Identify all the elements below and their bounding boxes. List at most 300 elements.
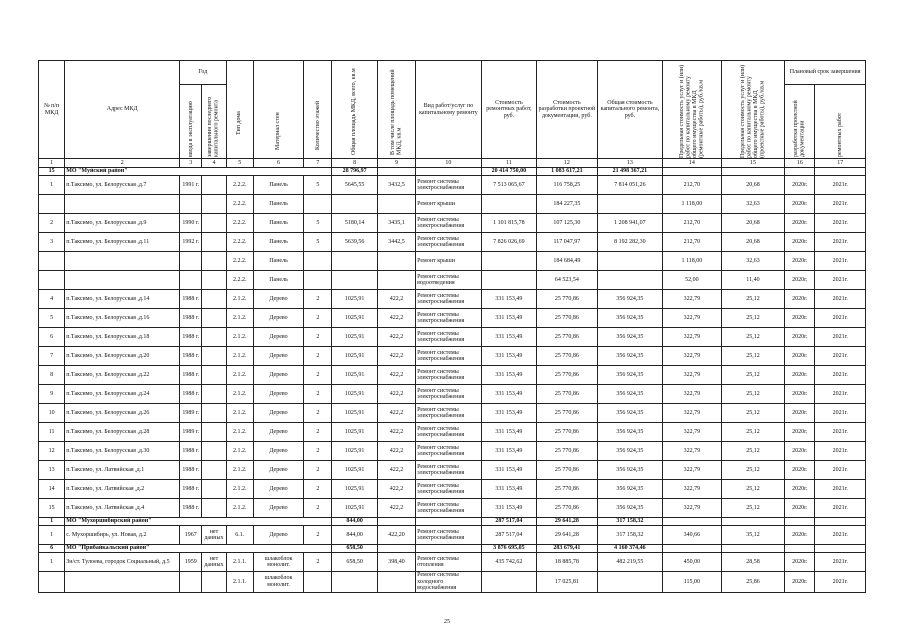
total-area: 5180,14: [332, 214, 377, 233]
max-cost-repair: 322,79: [663, 423, 721, 442]
column-number: 10: [416, 159, 482, 168]
table-row: [39, 423, 866, 442]
house-type: 2.2.2.: [226, 214, 253, 233]
design-cost: 25 770,86: [537, 347, 598, 366]
floors: 2: [304, 309, 332, 328]
empty-cell: [663, 168, 721, 176]
total-area: 1025,91: [332, 480, 377, 499]
header-no: № п/п МКД: [39, 61, 65, 159]
header-wall-material: Материал стен: [253, 61, 303, 159]
max-cost-design: 25,12: [721, 309, 785, 328]
total-cost: 356 924,35: [597, 385, 663, 404]
deadline-repair: 2021г.: [815, 176, 866, 195]
work-type: Ремонт системы холодного водоснабжения: [416, 572, 482, 593]
total-area: [332, 271, 377, 290]
table-row: [39, 290, 866, 309]
wall-material: Панель: [253, 195, 303, 214]
floors: 2: [304, 328, 332, 347]
year-last-repair: [202, 385, 226, 404]
total-area: 5645,55: [332, 176, 377, 195]
empty-cell: [377, 545, 415, 553]
work-cost: 331 153,49: [481, 309, 536, 328]
work-cost: [481, 252, 536, 271]
empty-cell: [815, 518, 866, 526]
empty-cell: [377, 168, 415, 176]
deadline-design: 2020г.: [785, 252, 815, 271]
wall-material: Дерево: [253, 404, 303, 423]
header-year-group: Год: [180, 61, 226, 85]
max-cost-design: 20,68: [721, 214, 785, 233]
work-cost: 287 517,04: [481, 526, 536, 545]
work-cost: 287 517,04: [481, 518, 536, 526]
wall-material: Дерево: [253, 366, 303, 385]
deadline-design: 2020г.: [785, 404, 815, 423]
row-number: 6: [39, 545, 65, 553]
design-cost: 25 770,86: [537, 499, 598, 518]
table-row: [39, 347, 866, 366]
floors: 5: [304, 214, 332, 233]
year-last-repair: [202, 461, 226, 480]
year-last-repair: [202, 347, 226, 366]
house-type: 2.1.2.: [226, 423, 253, 442]
house-type: 2.1.2.: [226, 347, 253, 366]
living-area: [377, 572, 415, 593]
deadline-design: 2020г.: [785, 214, 815, 233]
wall-material: Панель: [253, 233, 303, 252]
work-type: Ремонт системы электроснабжения: [416, 309, 482, 328]
deadline-repair: 2021г.: [815, 366, 866, 385]
year-last-repair: [202, 572, 226, 593]
living-area: 422,2: [377, 423, 415, 442]
work-type: Ремонт системы электроснабжения: [416, 480, 482, 499]
year-commission: [180, 271, 202, 290]
deadline-design: 2020г.: [785, 442, 815, 461]
year-commission: 1988 г.: [180, 366, 202, 385]
living-area: 422,2: [377, 499, 415, 518]
floors: 2: [304, 461, 332, 480]
table-row: [39, 252, 866, 271]
max-cost-design: 28,58: [721, 553, 785, 572]
deadline-repair: 2021г.: [815, 214, 866, 233]
total-area: 1025,91: [332, 366, 377, 385]
year-commission: [180, 195, 202, 214]
total-area: [332, 195, 377, 214]
max-cost-repair: 212,70: [663, 214, 721, 233]
wall-material: Дерево: [253, 499, 303, 518]
floors: 2: [304, 553, 332, 572]
design-cost: 25 770,86: [537, 366, 598, 385]
floors: 2: [304, 499, 332, 518]
year-last-repair: [202, 328, 226, 347]
deadline-design: 2020г.: [785, 195, 815, 214]
deadline-repair: 2021г.: [815, 195, 866, 214]
design-cost: 117 047,97: [537, 233, 598, 252]
total-cost: 8 192 282,30: [597, 233, 663, 252]
design-cost: 17 025,81: [537, 572, 598, 593]
row-number: 1: [39, 176, 65, 195]
deadline-design: 2020г.: [785, 385, 815, 404]
total-cost: 356 924,35: [597, 480, 663, 499]
year-last-repair: [202, 233, 226, 252]
address: п.Таксимо, ул. Белорусская ,д.30: [65, 442, 180, 461]
year-commission: 1989 г.: [180, 423, 202, 442]
living-area: 422,2: [377, 290, 415, 309]
year-commission: 1988 г.: [180, 309, 202, 328]
work-cost: 331 153,49: [481, 442, 536, 461]
table-row: [39, 195, 866, 214]
address: п.Таксимо, ул. Белорусская ,д.18: [65, 328, 180, 347]
living-area: 422,2: [377, 366, 415, 385]
design-cost: 25 770,86: [537, 404, 598, 423]
row-number: 6: [39, 328, 65, 347]
row-number: 5: [39, 309, 65, 328]
work-type: Ремонт системы электроснабжения: [416, 328, 482, 347]
work-type: Ремонт системы электроснабжения: [416, 366, 482, 385]
max-cost-repair: 340,66: [663, 526, 721, 545]
deadline-design: 2020г.: [785, 526, 815, 545]
living-area: 3432,5: [377, 176, 415, 195]
deadline-design: 2020г.: [785, 347, 815, 366]
row-number: 1: [39, 553, 65, 572]
living-area: 422,2: [377, 461, 415, 480]
design-cost: 25 770,86: [537, 385, 598, 404]
total-cost: 482 219,55: [597, 553, 663, 572]
column-number: 16: [785, 159, 815, 168]
row-number: 1: [39, 518, 65, 526]
deadline-design: 2020г.: [785, 290, 815, 309]
work-cost: 20 414 750,00: [481, 168, 536, 176]
capital-repair-table: [38, 60, 866, 593]
design-cost: 184 227,35: [537, 195, 598, 214]
total-cost: [597, 271, 663, 290]
work-type: Ремонт системы отопления: [416, 553, 482, 572]
year-last-repair: [202, 442, 226, 461]
wall-material: Дерево: [253, 461, 303, 480]
empty-cell: [721, 545, 785, 553]
max-cost-repair: 322,79: [663, 385, 721, 404]
design-cost: 184 684,49: [537, 252, 598, 271]
total-area: 1025,91: [332, 347, 377, 366]
address: п.Таксимо, ул. Белорусская ,д.26: [65, 404, 180, 423]
deadline-design: 2020г.: [785, 366, 815, 385]
work-cost: 331 153,49: [481, 499, 536, 518]
table-body: [39, 159, 866, 593]
year-last-repair: [202, 252, 226, 271]
table-row: [39, 480, 866, 499]
deadline-repair: 2021г.: [815, 499, 866, 518]
deadline-repair: 2021г.: [815, 290, 866, 309]
max-cost-design: 25,12: [721, 461, 785, 480]
table-row: [39, 499, 866, 518]
year-commission: 1988 г.: [180, 347, 202, 366]
total-area: [332, 252, 377, 271]
deadline-repair: 2021г.: [815, 309, 866, 328]
work-type: Ремонт системы электроснабжения: [416, 214, 482, 233]
max-cost-repair: 450,00: [663, 553, 721, 572]
work-type: Ремонт системы электроснабжения: [416, 442, 482, 461]
house-type: 2.1.1.: [226, 572, 253, 593]
max-cost-repair: 322,79: [663, 366, 721, 385]
empty-cell: [377, 518, 415, 526]
design-cost: 107 125,30: [537, 214, 598, 233]
living-area: 422,2: [377, 347, 415, 366]
year-commission: 1959: [180, 553, 202, 572]
living-area: 422,20: [377, 526, 415, 545]
max-cost-design: 25,12: [721, 347, 785, 366]
work-type: Ремонт системы электроснабжения: [416, 385, 482, 404]
total-area: [332, 572, 377, 593]
total-cost: 356 924,35: [597, 423, 663, 442]
floors: [304, 271, 332, 290]
house-type: 2.1.2.: [226, 385, 253, 404]
row-number: 15: [39, 168, 65, 176]
empty-cell: [663, 518, 721, 526]
total-area: 1025,91: [332, 309, 377, 328]
year-last-repair: [202, 176, 226, 195]
table-row: [39, 233, 866, 252]
floors: 5: [304, 176, 332, 195]
work-type: Ремонт системы электроснабжения: [416, 499, 482, 518]
max-cost-design: 25,12: [721, 385, 785, 404]
total-area: 658,50: [332, 545, 377, 553]
house-type: 2.1.1.: [226, 553, 253, 572]
year-last-repair: [202, 309, 226, 328]
work-type: Ремонт системы водоотведения: [416, 271, 482, 290]
table-row: [39, 442, 866, 461]
header-deadline-group: Плановый срок завершения: [785, 61, 866, 85]
row-number: [39, 271, 65, 290]
deadline-repair: 2021г.: [815, 480, 866, 499]
living-area: [377, 195, 415, 214]
max-cost-design: 20,68: [721, 176, 785, 195]
living-area: 422,2: [377, 442, 415, 461]
row-number: 9: [39, 385, 65, 404]
address: [65, 252, 180, 271]
max-cost-design: 35,12: [721, 526, 785, 545]
year-last-repair: [202, 214, 226, 233]
house-type: 2.1.2.: [226, 480, 253, 499]
column-number: 4: [202, 159, 226, 168]
wall-material: Панель: [253, 214, 303, 233]
total-area: 28 796,97: [332, 168, 377, 176]
row-number: 2: [39, 214, 65, 233]
work-cost: 331 153,49: [481, 347, 536, 366]
house-type: 2.2.2.: [226, 176, 253, 195]
column-number: 14: [663, 159, 721, 168]
year-commission: [180, 252, 202, 271]
table-row: [39, 214, 866, 233]
column-number: 13: [597, 159, 663, 168]
header-design-cost: Стоимость разработки проектной документации, руб.: [537, 61, 598, 159]
design-cost: 25 770,86: [537, 442, 598, 461]
max-cost-repair: 1 118,00: [663, 252, 721, 271]
empty-cell: [815, 168, 866, 176]
header-max-cost-design: Предельная стоимость услуг и (или) работ по капитальному ремонту общего имущества в МКД (проектные работы), руб./кв.м: [721, 61, 785, 159]
year-commission: 1988 г.: [180, 385, 202, 404]
header-total-area: Общая площадь МКД, всего, кв.м: [332, 61, 377, 159]
wall-material: Дерево: [253, 385, 303, 404]
total-area: 1025,91: [332, 328, 377, 347]
design-cost: 25 770,86: [537, 328, 598, 347]
header-deadline-design: разработки проектной документации: [785, 85, 815, 159]
header-work-type: Вид работ/услуг по капитальному ремонту: [416, 61, 482, 159]
floors: [304, 252, 332, 271]
work-type: Ремонт системы электроснабжения: [416, 176, 482, 195]
table-row: [39, 309, 866, 328]
year-last-repair: [202, 499, 226, 518]
design-cost: 25 770,86: [537, 423, 598, 442]
deadline-design: 2020г.: [785, 309, 815, 328]
row-number: [39, 572, 65, 593]
work-cost: 331 153,49: [481, 366, 536, 385]
column-number: 8: [332, 159, 377, 168]
address: п.Таксимо, ул. Латвийская ,д.4: [65, 499, 180, 518]
wall-material: Дерево: [253, 328, 303, 347]
deadline-repair: 2021г.: [815, 553, 866, 572]
header-house-type: Тип дома: [226, 61, 253, 159]
header-year-last-repair: завершения последнего капитального ремонта: [202, 85, 226, 159]
wall-material: Дерево: [253, 290, 303, 309]
house-type: 2.1.2.: [226, 404, 253, 423]
year-commission: 1967: [180, 526, 202, 545]
table-row: [39, 366, 866, 385]
floors: 2: [304, 526, 332, 545]
design-cost: 25 770,86: [537, 309, 598, 328]
deadline-design: 2020г.: [785, 499, 815, 518]
max-cost-design: 11,40: [721, 271, 785, 290]
empty-cell: [416, 545, 482, 553]
row-number: 12: [39, 442, 65, 461]
district-name: МО "Мухоршибирский район": [65, 518, 332, 526]
house-type: 2.2.2.: [226, 195, 253, 214]
deadline-design: 2020г.: [785, 328, 815, 347]
design-cost: 64 523,54: [537, 271, 598, 290]
floors: 2: [304, 385, 332, 404]
header-address: Адрес МКД: [65, 61, 180, 159]
wall-material: Дерево: [253, 480, 303, 499]
total-area: 5639,56: [332, 233, 377, 252]
max-cost-design: 25,12: [721, 423, 785, 442]
year-commission: 1988 г.: [180, 461, 202, 480]
work-type: Ремонт крыши: [416, 195, 482, 214]
max-cost-repair: 212,70: [663, 233, 721, 252]
row-number: 4: [39, 290, 65, 309]
living-area: 422,2: [377, 309, 415, 328]
house-type: 2.2.2.: [226, 271, 253, 290]
district-subtotal-row: [39, 518, 866, 526]
floors: 5: [304, 233, 332, 252]
house-type: 2.1.2.: [226, 499, 253, 518]
address: п.Таксимо, ул. Латвийская ,д.1: [65, 461, 180, 480]
year-commission: 1990 г.: [180, 214, 202, 233]
total-cost: 356 924,35: [597, 404, 663, 423]
deadline-design: 2020г.: [785, 572, 815, 593]
max-cost-repair: 322,79: [663, 404, 721, 423]
total-cost: 356 924,35: [597, 499, 663, 518]
row-number: 8: [39, 366, 65, 385]
district-name: МО "Прибайкальский район": [65, 545, 332, 553]
empty-cell: [416, 518, 482, 526]
max-cost-design: 20,68: [721, 233, 785, 252]
address: п.Таксимо, ул. Белорусская ,д.22: [65, 366, 180, 385]
row-number: 13: [39, 461, 65, 480]
total-cost: 356 924,35: [597, 347, 663, 366]
row-number: 7: [39, 347, 65, 366]
year-commission: 1988 г.: [180, 499, 202, 518]
district-subtotal-row: [39, 545, 866, 553]
year-last-repair: [202, 271, 226, 290]
work-cost: [481, 271, 536, 290]
total-cost: 21 498 367,21: [597, 168, 663, 176]
max-cost-repair: 322,79: [663, 480, 721, 499]
max-cost-design: 25,12: [721, 499, 785, 518]
max-cost-repair: 212,70: [663, 176, 721, 195]
living-area: 422,2: [377, 480, 415, 499]
design-cost: 283 679,41: [537, 545, 598, 553]
address: п.Таксимо, ул. Белорусская ,д.11: [65, 233, 180, 252]
work-cost: 331 153,49: [481, 290, 536, 309]
header-work-cost: Стоимость ремонтных работ, руб.: [481, 61, 536, 159]
column-number: 12: [537, 159, 598, 168]
header-deadline-repair: ремонтных работ: [815, 85, 866, 159]
total-area: 1025,91: [332, 385, 377, 404]
address: п.Таксимо, ул. Белорусская ,д.24: [65, 385, 180, 404]
work-type: Ремонт системы электроснабжения: [416, 233, 482, 252]
document-sheet: [38, 60, 866, 593]
design-cost: 1 083 617,21: [537, 168, 598, 176]
year-last-repair: [202, 290, 226, 309]
work-type: Ремонт системы электроснабжения: [416, 347, 482, 366]
max-cost-design: 25,12: [721, 366, 785, 385]
total-cost: [597, 252, 663, 271]
year-commission: 1988 г.: [180, 290, 202, 309]
deadline-repair: 2021г.: [815, 233, 866, 252]
wall-material: Панель: [253, 252, 303, 271]
row-number: 11: [39, 423, 65, 442]
work-type: Ремонт системы электроснабжения: [416, 404, 482, 423]
table-row: [39, 385, 866, 404]
work-type: Ремонт системы электроснабжения: [416, 423, 482, 442]
floors: 2: [304, 366, 332, 385]
year-last-repair: нет данных: [202, 553, 226, 572]
house-type: 2.1.2.: [226, 461, 253, 480]
total-area: 1025,91: [332, 499, 377, 518]
header-floors: Количество этажей: [304, 61, 332, 159]
max-cost-repair: 322,79: [663, 499, 721, 518]
wall-material: Панель: [253, 176, 303, 195]
work-cost: 7 826 026,69: [481, 233, 536, 252]
work-cost: 331 153,49: [481, 480, 536, 499]
empty-cell: [416, 168, 482, 176]
table-row: [39, 328, 866, 347]
deadline-repair: 2021г.: [815, 385, 866, 404]
row-number: 3: [39, 233, 65, 252]
total-cost: 356 924,35: [597, 366, 663, 385]
address: п.Таксимо, ул. Белорусская ,д.7: [65, 176, 180, 195]
living-area: 3435,1: [377, 214, 415, 233]
wall-material: Дерево: [253, 423, 303, 442]
deadline-design: 2020г.: [785, 461, 815, 480]
district-subtotal-row: [39, 168, 866, 176]
total-area: 1025,91: [332, 461, 377, 480]
max-cost-design: 32,63: [721, 252, 785, 271]
column-number: 11: [481, 159, 536, 168]
max-cost-repair: 115,00: [663, 572, 721, 593]
max-cost-design: 25,12: [721, 328, 785, 347]
address: [65, 572, 180, 593]
design-cost: 116 758,25: [537, 176, 598, 195]
deadline-repair: 2021г.: [815, 328, 866, 347]
